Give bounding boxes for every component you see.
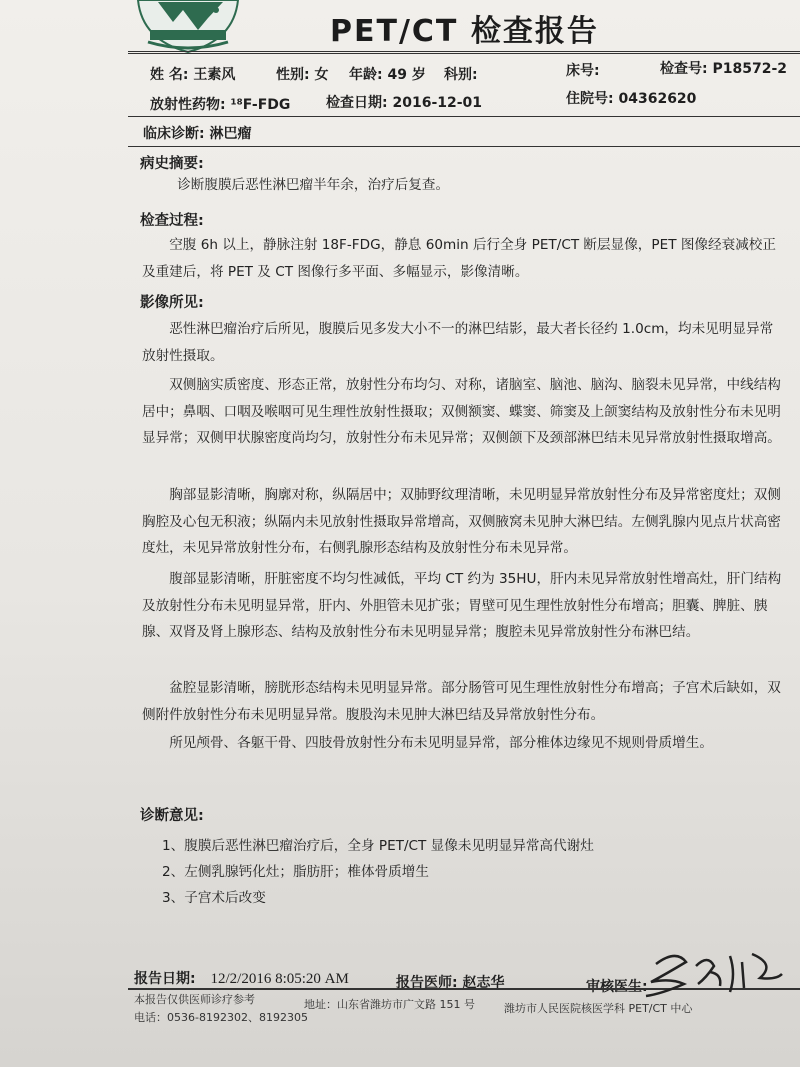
findings-paragraph: 盆腔显影清晰，膀胱形态结构未见明显异常。部分肠管可见生理性放射性分布增高；子宫术后缺如，双侧附件放射性分布未见明显异常。腹股沟未见肿大淋巴结及异常放射性分布。 [142,680,781,723]
footer-note: 本报告仅供医师诊疗参考 [134,993,255,1006]
drug-field: 放射性药物: ¹⁸F-FDG [150,97,291,113]
report-date-field: 报告日期: 12/2/2016 8:05:20 AM [134,971,349,987]
title-divider [128,51,800,54]
history-title: 病史摘要: [140,156,204,172]
exam-no-field: 检查号: P18572-2 [660,61,788,77]
procedure-text: 空腹 6h 以上，静脉注射 18F-FDG，静息 60min 后行全身 PET/CT 断层显像，PET 图像经衰减校正及重建后，将 PET 及 CT 图像行多平面、多幅显示，影像清晰。 [142,237,776,280]
footer-phone: 电话：0536-8192302、8192305 [134,1011,308,1024]
inpatient-no-field: 住院号: 04362620 [566,91,697,107]
findings-paragraph: 腹部显影清晰，肝脏密度不均匀性减低，平均 CT 约为 35HU，肝内未见异常放射性增高灶，肝门结构及放射性分布未见明显异常，肝内、外胆管未见扩张；胃壁可见生理性放射性分布增高；胆囊、脾脏、胰腺、双肾及肾上腺形态、结构及放射性分布未见明显异常；腹腔未见异常放射性分布淋巴结。 [142,571,782,640]
findings-paragraph: 所见颅骨、各躯干骨、四肢骨放射性分布未见明显异常，部分椎体边缘见不规则骨质增生。 [169,735,713,751]
patient-sex-field: 性别: 女 [276,67,329,83]
procedure-title: 检查过程: [140,213,204,229]
report-doctor-field: 报告医师: 赵志华 [396,975,505,991]
patient-age-field: 年龄: 49 岁 [349,67,426,83]
reviewer-field: 审核医生: [586,979,648,995]
clinical-divider [128,146,800,147]
patient-dept-field: 科别: [444,67,478,83]
exam-date-field: 检查日期: 2016-12-01 [326,95,483,111]
footer-hospital: 潍坊市人民医院核医学科 PET/CT 中心 [504,1002,693,1015]
patient-name-field: 姓 名: 王素风 [150,67,236,83]
diagnosis-item: 3、子宫术后改变 [162,890,266,906]
findings-paragraph: 恶性淋巴瘤治疗后所见，腹膜后见多发大小不一的淋巴结影，最大者长径约 1.0cm，均未见明显异常放射性摄取。 [142,321,774,364]
findings-paragraph: 双侧脑实质密度、形态正常，放射性分布均匀、对称，诸脑室、脑池、脑沟、脑裂未见异常，中线结构居中；鼻咽、口咽及喉咽可见生理性放射性摄取；双侧额窦、蝶窦、筛窦及上颌窦结构及放射性分布未见明显异常；双侧甲状腺密度尚均匀，放射性分布未见异常；双侧颌下及颈部淋巴结未见异常放射性摄取增高。 [142,377,781,446]
findings-paragraph: 胸部显影清晰，胸廓对称，纵隔居中；双肺野纹理清晰，未见明显异常放射性分布及异常密度灶；双侧胸腔及心包无积液；纵隔内未见放射性摄取异常增高，双侧腋窝未见肿大淋巴结。左侧乳腺内见点片状高密度灶，未见异常放射性分布，右侧乳腺形态结构及放射性分布未见异常。 [142,487,781,556]
clinical-diagnosis-field: 临床诊断: 淋巴瘤 [143,126,252,142]
findings-title: 影像所见: [140,295,204,311]
hospital-logo-icon [128,0,248,55]
signature-icon [626,944,796,1004]
diagnosis-item: 2、左侧乳腺钙化灶；脂肪肝；椎体骨质增生 [162,864,429,880]
footer-address: 地址：山东省潍坊市广文路 151 号 [304,998,475,1011]
bed-no-field: 床号: [566,63,600,79]
diagnosis-item: 1、腹膜后恶性淋巴瘤治疗后，全身 PET/CT 显像未见明显异常高代谢灶 [162,838,594,854]
report-title: PET/CT 检查报告 [330,14,599,49]
info-divider [128,116,800,117]
diagnosis-title: 诊断意见: [140,808,204,824]
history-text: 诊断腹膜后恶性淋巴瘤半年余，治疗后复查。 [177,177,450,193]
